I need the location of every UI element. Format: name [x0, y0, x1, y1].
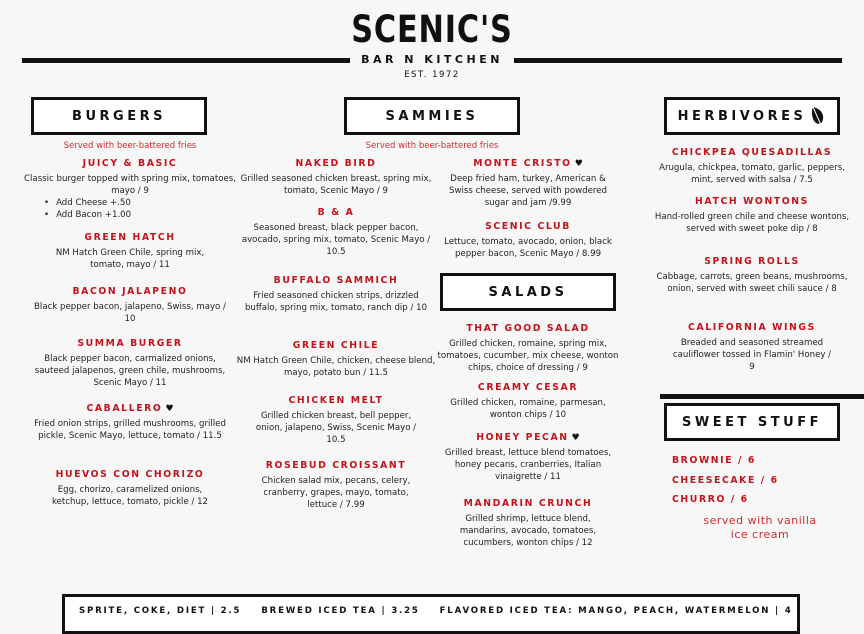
burgers-note: Served with beer-battered fries: [63, 141, 197, 151]
item-name: HUEVOS CON CHORIZO: [55, 469, 205, 480]
item-name: NAKED BIRD: [295, 158, 377, 169]
dessert-item: CHURRO / 6: [672, 494, 749, 505]
item-desc: Grilled seasoned chicken breast, spring mix, tomato, Scenic Mayo / 9: [240, 174, 432, 196]
menu-item: [430, 323, 626, 374]
item-desc: Breaded and seasoned streamed cauliflower tossed in Flamin' Honey / 9: [672, 338, 832, 372]
menu-item: [10, 232, 250, 271]
menu-item: [236, 158, 436, 197]
drink-item: BREWED ICED TEA | 3.25: [261, 606, 420, 616]
item-name: CHICKPEA QUESADILLAS: [671, 147, 833, 158]
menu-item: [236, 340, 436, 379]
addon-list: [44, 197, 250, 221]
item-desc: NM Hatch Green Chile, chicken, cheese blend, mayo, potato bun / 11.5: [236, 356, 436, 378]
item-desc: Egg, chorizo, caramelized onions, ketchup, lettuce, tomato, pickle / 12: [51, 485, 209, 507]
item-desc: Arugula, chickpea, tomato, garlic, peppers, mint, served with salsa / 7.5: [659, 163, 845, 185]
item-name: THAT GOOD SALAD: [466, 323, 590, 334]
drink-item: FLAVORED ICED TEA: MANGO, PEACH, WATERMELON | 4: [439, 606, 793, 616]
item-name: JUICY & BASIC: [82, 158, 178, 169]
drink-item: SPRITE, COKE, DIET | 2.5: [79, 606, 242, 616]
item-name: B & A: [317, 207, 355, 218]
item-name: HONEY PECAN: [476, 432, 569, 443]
item-desc: Grilled chicken, romaine, parmesan, wonton chips / 10: [450, 398, 606, 420]
item-name: GREEN HATCH: [84, 232, 176, 243]
item-name: CREAMY CESAR: [477, 382, 579, 393]
menu-item: [10, 338, 250, 389]
heart-icon: ♥: [165, 404, 174, 414]
section-title-sweet: SWEET STUFF: [664, 403, 840, 441]
item-name: BUFFALO SAMMICH: [273, 275, 399, 286]
sweet-divider: [660, 394, 864, 399]
item-name: CABALLERO: [86, 403, 163, 414]
dessert-note: served with vanilla ice cream: [703, 514, 817, 541]
leaf-icon: [810, 105, 826, 127]
item-name: SCENIC CLUB: [485, 221, 571, 232]
menu-item: [430, 221, 626, 260]
header-rule-right: [514, 58, 842, 63]
menu-item: [654, 322, 850, 373]
herbivores-title: HERBIVORES: [677, 108, 807, 124]
item-name: SUMMA BURGER: [77, 338, 183, 349]
item-desc: Black pepper bacon, jalapeno, Swiss, mayo / 10: [34, 302, 226, 324]
dessert-item: BROWNIE / 6: [672, 455, 756, 466]
menu-item: [236, 275, 436, 314]
item-desc: Cabbage, carrots, green beans, mushrooms, onion, served with sweet chili sauce / 8: [656, 272, 848, 294]
heart-icon: ♥: [571, 433, 580, 443]
item-desc: Fried onion strips, grilled mushrooms, grilled pickle, Scenic Mayo, lettuce, tomato / 11.5: [34, 419, 226, 441]
item-name: HATCH WONTONS: [695, 196, 809, 207]
item-name: MANDARIN CRUNCH: [463, 498, 593, 509]
menu-item: [236, 207, 436, 258]
item-name: CALIFORNIA WINGS: [688, 322, 816, 333]
menu-item: [654, 196, 850, 235]
menu-item: [236, 395, 436, 446]
item-desc: Grilled shrimp, lettuce blend, mandarins, avocado, tomatoes, cucumbers, wonton chips / 12: [459, 514, 597, 548]
menu-item: [236, 460, 436, 511]
sammies-note: Served with beer-battered fries: [365, 141, 499, 151]
menu-item: [10, 286, 250, 325]
section-title-sammies: SAMMIES: [344, 97, 520, 135]
item-desc: Grilled chicken breast, bell pepper, onion, jalapeno, Swiss, Scenic Mayo / 10.5: [255, 411, 417, 445]
menu-item: [10, 158, 250, 221]
section-title-herbivores: [664, 97, 840, 135]
item-desc: Classic burger topped with spring mix, tomatoes, mayo / 9: [24, 174, 236, 196]
item-name: BACON JALAPENO: [72, 286, 188, 297]
item-desc: Grilled breast, lettuce blend tomatoes, honey pecans, cranberries, Italian vinaigrette / 11: [444, 448, 612, 482]
header-rule-left: [22, 58, 350, 63]
menu-item: [10, 403, 250, 442]
item-name: MONTE CRISTO: [473, 158, 572, 169]
menu-item: [430, 382, 626, 421]
established-year: EST. 1972: [404, 70, 460, 80]
section-title-burgers: BURGERS: [31, 97, 207, 135]
item-desc: NM Hatch Green Chile, spring mix, tomato, mayo / 11: [55, 248, 205, 270]
item-desc: Lettuce, tomato, avocado, onion, black pepper bacon, Scenic Mayo / 8.99: [444, 237, 612, 259]
menu-item: [430, 432, 626, 483]
item-desc: Grilled chicken, romaine, spring mix, tomatoes, cucumber, mix cheese, wonton chips, choice of dressing / 9: [437, 339, 619, 373]
item-desc: Fried seasoned chicken strips, drizzled buffalo, spring mix, tomato, ranch dip / 10: [244, 291, 428, 313]
dessert-item: CHEESECAKE / 6: [672, 475, 779, 486]
heart-icon: ♥: [574, 159, 583, 169]
item-desc: Chicken salad mix, pecans, celery, cranberry, grapes, mayo, tomato, lettuce / 7.99: [261, 476, 411, 510]
menu-item: [654, 147, 850, 186]
section-title-salads: SALADS: [440, 273, 616, 311]
item-desc: Black pepper bacon, carmalized onions, sauteed jalapenos, green chile, mushrooms, Scenic Mayo / 11: [34, 354, 226, 388]
menu-item: [10, 469, 250, 508]
restaurant-name: SCENIC'S: [351, 8, 513, 51]
drinks-bar: [62, 594, 800, 634]
item-name: CHICKEN MELT: [288, 395, 384, 406]
restaurant-subtitle: BAR N KITCHEN: [361, 53, 503, 66]
menu-item: [430, 498, 626, 549]
item-name: SPRING ROLLS: [704, 256, 800, 267]
menu-item: [430, 158, 626, 209]
item-name: ROSEBUD CROISSANT: [265, 460, 407, 471]
item-name: GREEN CHILE: [292, 340, 380, 351]
item-desc: Deep fried ham, turkey, American & Swiss cheese, served with powdered sugar and jam /9.99: [449, 174, 607, 208]
menu-item: [654, 256, 850, 295]
addon-item: • Add Cheese +.50: [44, 197, 250, 209]
item-desc: Seasoned breast, black pepper bacon, avocado, spring mix, tomato, Scenic Mayo / 10.5: [241, 223, 431, 257]
item-desc: Hand-rolled green chile and cheese wontons, served with sweet poke dip / 8: [654, 212, 850, 234]
addon-item: • Add Bacon +1.00: [44, 209, 250, 221]
